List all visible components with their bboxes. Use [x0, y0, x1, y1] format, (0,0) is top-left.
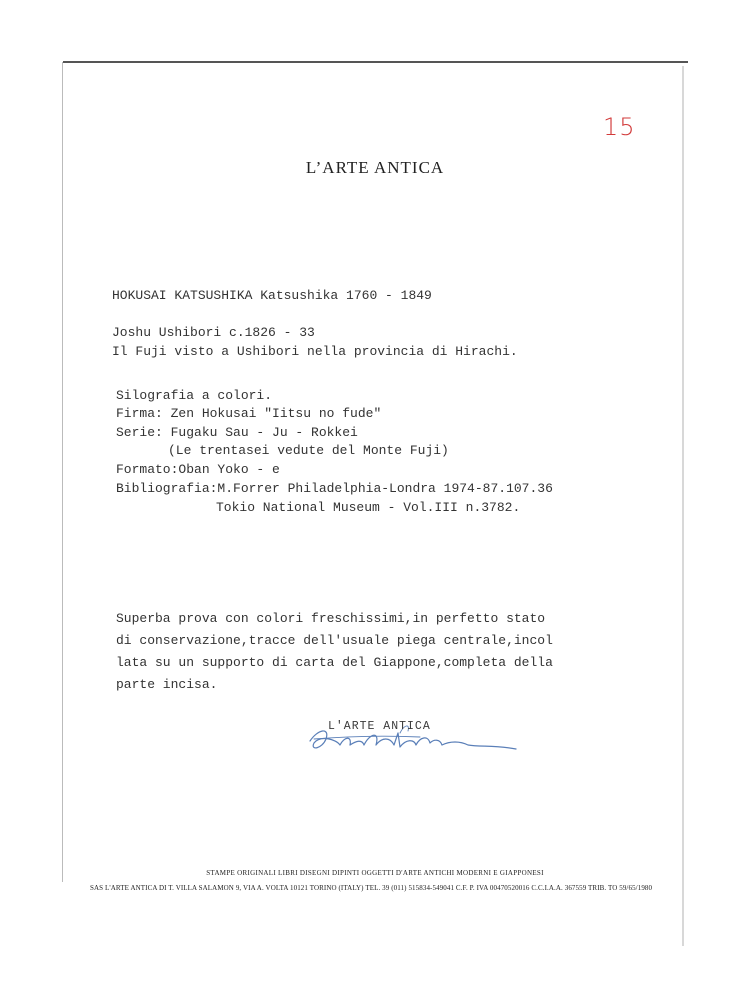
document-title: L’ARTE ANTICA [305, 158, 445, 177]
condition-line: di conservazione,tracce dell'usuale piega centrale,incol [116, 633, 553, 648]
condition-line: parte incisa. [116, 677, 218, 692]
series-line: Serie: Fugaku Sau - Ju - Rokkei [116, 425, 358, 440]
page-edge-top [63, 61, 688, 63]
page-edge-left [62, 62, 63, 882]
work-description-line: Il Fuji visto a Ushibori nella provincia di Hirachi. [112, 344, 518, 359]
condition-line: Superba prova con colori freschissimi,in perfetto stato [116, 611, 546, 626]
footer-address: SAS L'ARTE ANTICA DI T. VILLA SALAMON 9, VIA A. VOLTA 10121 TORINO (ITALY) TEL. 39 (011) 515834-549041 C.F. P. IVA 00470520016 C.C.I.A.A. 367559 TRIB. TO 59/65/1980 [90, 884, 653, 892]
series-subtitle-line: (Le trentasei vedute del Monte Fuji) [168, 443, 449, 458]
work-title-line: Joshu Ushibori c.1826 - 33 [112, 325, 315, 340]
bibliography-line-2: Tokio National Museum - Vol.III n.3782. [216, 500, 521, 515]
signature-info-line: Firma: Zen Hokusai "Iitsu no fude" [116, 406, 382, 421]
page-edge-right [682, 66, 684, 946]
bibliography-line: Bibliografia:M.Forrer Philadelphia-Londra 1974-87.107.36 [116, 481, 553, 496]
handwritten-page-number: 15 [603, 113, 636, 141]
footer-tagline: STAMPE ORIGINALI LIBRI DISEGNI DIPINTI OGGETTI D'ARTE ANTICHI MODERNI E GIAPPONESI [206, 869, 544, 877]
signature-block [300, 715, 530, 765]
signature-stamp: L'ARTE ANTICA [328, 720, 431, 733]
condition-line: lata su un supporto di carta del Giappone,completa della [116, 655, 553, 670]
technique-line: Silografia a colori. [116, 388, 273, 403]
format-line: Formato:Oban Yoko - e [116, 462, 280, 477]
artist-line: HOKUSAI KATSUSHIKA Katsushika 1760 - 1849 [112, 288, 432, 303]
